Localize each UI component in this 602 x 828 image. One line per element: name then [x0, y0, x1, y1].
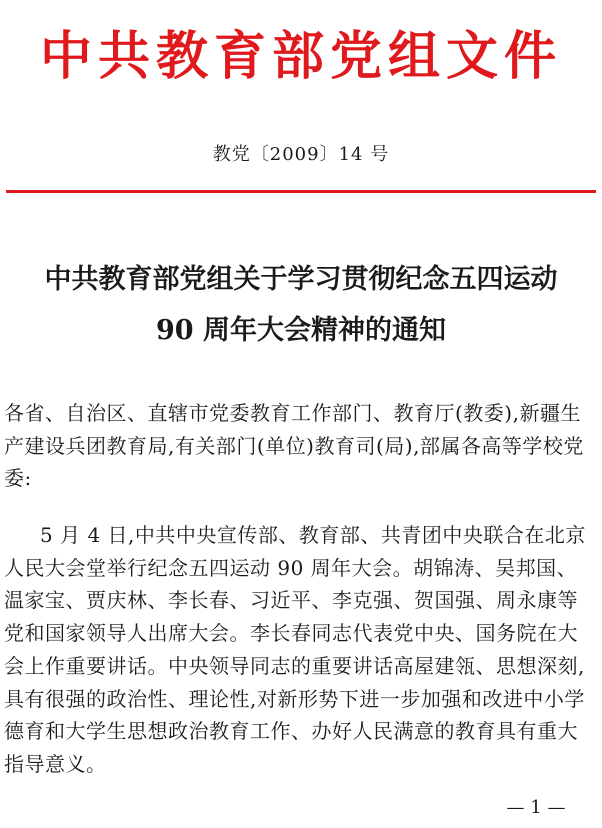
body-paragraph: [4, 519, 596, 781]
document-number: 教党〔2009〕14 号: [212, 144, 390, 165]
document-title-line-2: 90 周年大会精神的通知: [156, 315, 446, 346]
body-paragraph-text: 5 月 4 日,中共中央宣传部、教育部、共青团中央联合在北京人民大会堂举行纪念五四运动 90 周年大会。胡锦涛、吴邦国、温家宝、贾庆林、李长春、习近平、李克强、贺国强、周永康等党和国家领导人出席大会。李长春同志代表党中央、国务院在大会上作重要讲话。中央领导同志的重要讲话高屋建瓴、思想深刻,具有很强的政治性、理论性,对新形势下进一步加强和改进中小学德育和大学生思想政治教育工作、办好人民满意的教育具有重大指导意义。: [4, 523, 586, 776]
salutation-paragraph: 各省、自治区、直辖市党委教育工作部门、教育厅(教委),新疆生产建设兵团教育局,有关部门(单位)教育司(局),部属各高等学校党委:: [4, 401, 584, 491]
document-masthead: 中共教育部党组文件: [39, 26, 562, 87]
page-number: — 1 —: [506, 797, 566, 818]
document-title-line-1: 中共教育部党组关于学习贯彻纪念五四运动: [44, 264, 558, 295]
red-separator-line: [6, 190, 596, 193]
